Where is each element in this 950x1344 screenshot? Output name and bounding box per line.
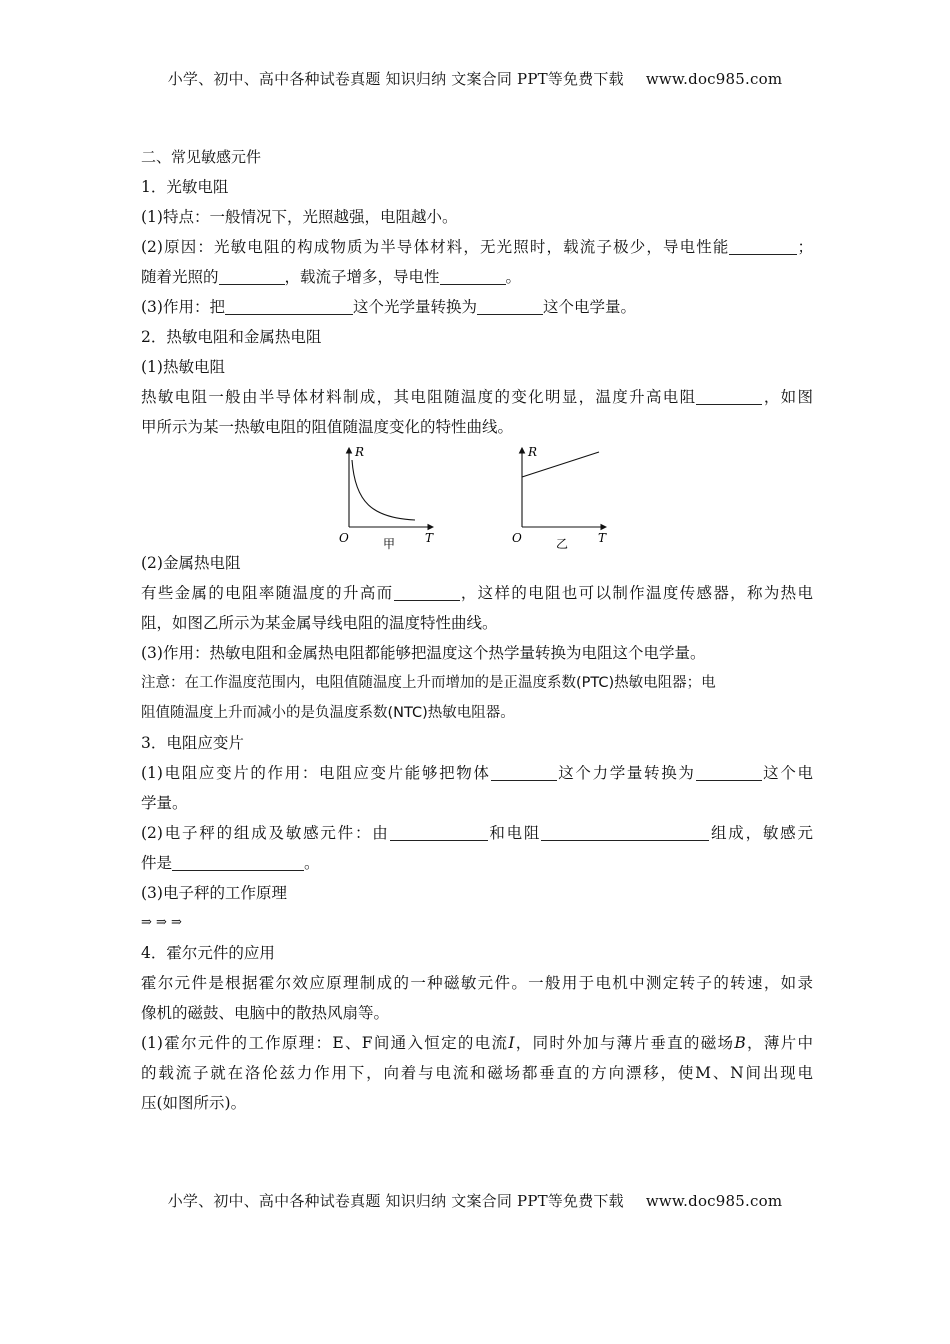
header-text: 小学、初中、高中各种试卷真题 知识归纳 文案合同 PPT等免费下载 <box>167 70 624 88</box>
s3-p3: (3)电子秤的工作原理 <box>141 884 287 902</box>
s3-p2a: (2)电子秤的组成及敏感元件：由 <box>141 824 390 842</box>
s3-arrows: ⇒ ⇒ ⇒ <box>141 915 182 930</box>
s1-p2-line2 <box>141 262 813 292</box>
s3-p1-line1 <box>141 758 813 788</box>
s2-note-line1: 注意：在工作温度范围内，电阻值随温度上升而增加的是正温度系数(PTC)热敏电阻器；电 <box>141 675 716 691</box>
document-body <box>141 142 813 1118</box>
s2-p2a: 有些金属的电阻率随温度的升高而 <box>141 584 394 602</box>
blank <box>541 822 709 841</box>
blank <box>696 762 762 781</box>
s1-title: 1．光敏电阻 <box>141 178 229 196</box>
x-label: T <box>425 531 434 545</box>
s3-p2b: 和电阻 <box>487 824 542 842</box>
s2-sub1: (1)热敏电阻 <box>141 358 225 376</box>
caption: 乙 <box>556 537 569 551</box>
s2-p2-line1 <box>141 578 813 608</box>
s1-p2-line1 <box>141 232 813 262</box>
s3-title: 3．电阻应变片 <box>141 734 244 752</box>
blank <box>390 822 488 841</box>
s4-p2c: ，薄片中 <box>745 1034 813 1052</box>
blank <box>219 266 285 285</box>
section-title: 二、常见敏感元件 <box>141 148 262 166</box>
s1-p1: (1)特点：一般情况下，光照越强，电阻越小。 <box>141 208 458 226</box>
page-header <box>0 68 950 89</box>
s2-p1-line1 <box>141 382 813 412</box>
blank <box>394 582 460 601</box>
s2-title: 2．热敏电阻和金属热电阻 <box>141 328 322 346</box>
origin-label: O <box>339 531 349 545</box>
s3-p2-line2 <box>141 848 813 878</box>
s3-p1a: (1)电阻应变片的作用：电阻应变片能够把物体 <box>141 764 491 782</box>
caption: 甲 <box>383 537 396 551</box>
s3-p2c: 组成，敏感元 <box>709 824 813 842</box>
s1-p2a: (2)原因：光敏电阻的构成物质为半导体材料，无光照时，载流子极少，导电性能 <box>141 238 730 256</box>
s3-p1-line2: 学量。 <box>141 794 188 812</box>
blank <box>729 236 797 255</box>
s1-p2e: 。 <box>505 268 522 286</box>
s2-p1b: ，如图 <box>762 388 813 406</box>
s1-p3 <box>141 292 813 322</box>
footer-text: 小学、初中、高中各种试卷真题 知识归纳 文案合同 PPT等免费下载 <box>167 1192 624 1210</box>
page-footer <box>0 1190 950 1211</box>
s3-p2-line1 <box>141 818 813 848</box>
blank <box>225 296 353 315</box>
s3-p1b: 这个力学量转换为 <box>556 764 696 782</box>
footer-site: www.doc985.com <box>645 1192 783 1210</box>
field-symbol: B <box>734 1034 746 1052</box>
s3-p2e: 。 <box>304 854 320 872</box>
header-site: www.doc985.com <box>645 70 783 88</box>
s3-p2d: 件是 <box>141 854 173 872</box>
blank <box>440 266 506 285</box>
s1-p2b: ； <box>797 238 813 256</box>
blank <box>172 852 304 871</box>
s4-p2-line1 <box>141 1028 813 1058</box>
s1-p2d: ，载流子增多，导电性 <box>284 268 440 286</box>
x-label: T <box>598 531 607 545</box>
s1-p3c: 这个电学量。 <box>542 298 636 316</box>
current-symbol: I <box>508 1034 515 1052</box>
y-label: R <box>355 445 365 459</box>
s2-p1a: 热敏电阻一般由半导体材料制成，其电阻随温度的变化明显，温度升高电阻 <box>141 388 697 406</box>
s2-p3: (3)作用：热敏电阻和金属热电阻都能够把温度这个热学量转换为电阻这个电学量。 <box>141 644 706 662</box>
s2-sub2: (2)金属热电阻 <box>141 554 241 572</box>
s2-note-line2: 阻值随温度上升而减小的是负温度系数(NTC)热敏电阻器。 <box>141 705 515 721</box>
s4-title: 4．霍尔元件的应用 <box>141 944 275 962</box>
s1-p3a: (3)作用：把 <box>141 298 225 316</box>
figure-row <box>141 442 813 551</box>
s1-p2c: 随着光照的 <box>141 268 219 286</box>
s2-p1-line2: 甲所示为某一热敏电阻的阻值随温度变化的特性曲线。 <box>141 418 514 436</box>
s2-p2b: ，这样的电阻也可以制作温度传感器，称为热电 <box>459 584 813 602</box>
s4-p1-line1: 霍尔元件是根据霍尔效应原理制成的一种磁敏元件。一般用于电机中测定转子的转速，如录 <box>141 974 813 992</box>
origin-label: O <box>512 531 522 545</box>
y-label: R <box>528 445 538 459</box>
blank <box>491 762 557 781</box>
s4-p2a: (1)霍尔元件的工作原理：E、F间通入恒定的电流 <box>141 1034 509 1052</box>
figure-ntc-curve <box>337 442 447 552</box>
s4-p2b: ，同时外加与薄片垂直的磁场 <box>514 1034 735 1052</box>
blank <box>477 296 543 315</box>
blank <box>696 386 762 405</box>
s2-p2-line2: 阻，如图乙所示为某金属导线电阻的温度特性曲线。 <box>141 614 498 632</box>
s4-p2-line3: 压(如图所示)。 <box>141 1094 247 1112</box>
s4-p2-line2: 的载流子就在洛伦兹力作用下，向着与电流和磁场都垂直的方向漂移，使M、N间出现电 <box>141 1064 813 1082</box>
ntc-curve <box>352 460 415 520</box>
s4-p1-line2: 像机的磁鼓、电脑中的散热风扇等。 <box>141 1004 390 1022</box>
s3-p1c: 这个电 <box>761 764 813 782</box>
s1-p3b: 这个光学量转换为 <box>352 298 477 316</box>
figure-metal-line <box>510 442 620 552</box>
